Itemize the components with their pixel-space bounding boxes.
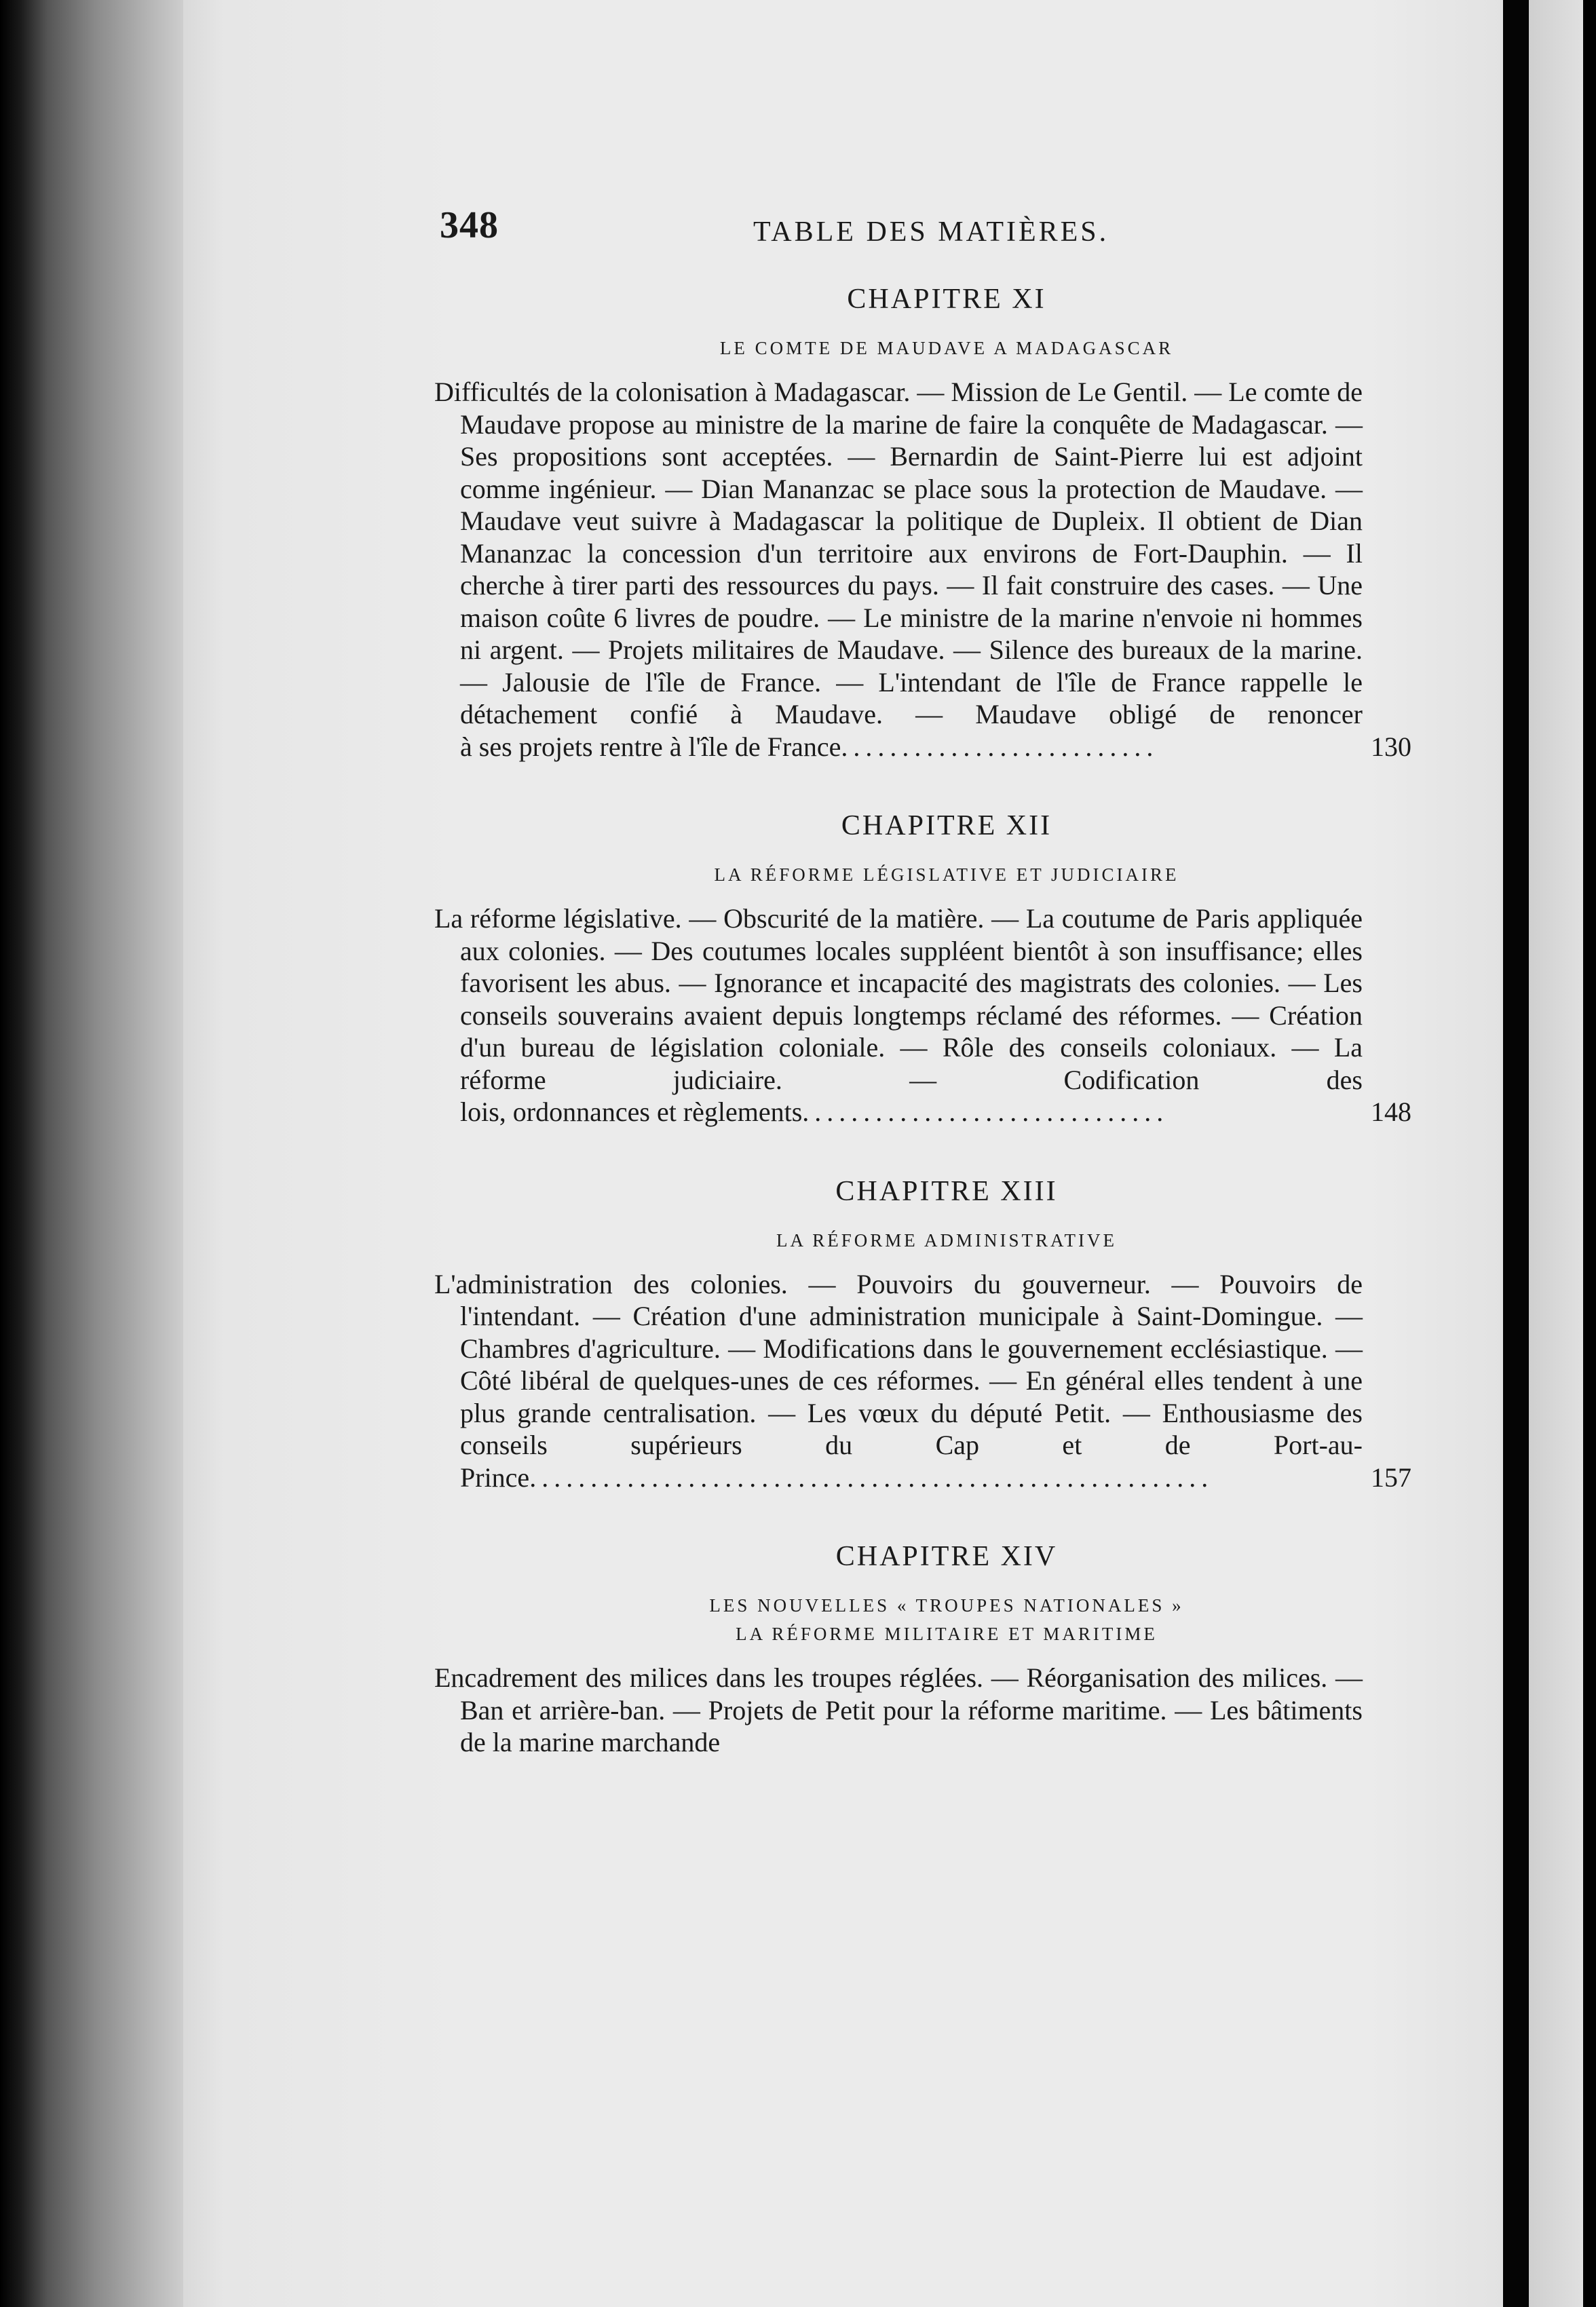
chapter-summary bbox=[434, 1662, 1363, 1759]
chapter-summary-last-line: lois, ordonnances et règlements bbox=[460, 1097, 803, 1127]
dot-leader: ........................................................ bbox=[529, 1462, 1214, 1493]
chapter-summary-text: Encadrement des milices dans les troupes réglées. — Réorganisation des milices. — Ban et arrière-ban. — Projets de Petit pour la réforme maritime. — Les bâtiments de la marine marchande bbox=[434, 1662, 1363, 1757]
page-number: 348 bbox=[440, 204, 499, 246]
chapter-summary-text: Difficultés de la colonisation à Madagascar. — Mission de Le Gentil. — Le comte de Maudave propose au ministre de la marine de faire la conquête de Madagascar. — Ses propositions sont acceptées. — Bernardin de Saint-Pierre lui est adjoint comme ingénieur. — Dian Mananzac se place sous la protection de Maudave. — Maudave veut suivre à Madagascar la politique de Dupleix. Il obtient de Dian Mananzac la concession d'un territoire aux environs de Fort-Dauphin. — Il cherche à tirer parti des ressources du pays. — Il fait construire des cases. — Une maison coûte 6 livres de poudre. — Le ministre de la marine n'envoie ni hommes ni argent. — Projets militaires de Maudave. — Silence des bureaux de la marine. — Jalousie de l'île de France. — L'intendant de l'île de France rappelle le détachement confié à Maudave. — Maudave obligé de renoncer bbox=[434, 377, 1363, 729]
chapter-subtitle-line: LA RÉFORME MILITAIRE ET MARITIME bbox=[736, 1624, 1158, 1644]
chapter-heading: CHAPITRE XIII bbox=[835, 1175, 1058, 1207]
chapter-entry-xiv bbox=[434, 1542, 1411, 1759]
chapter-summary-last-line: Prince bbox=[460, 1462, 530, 1493]
dot-leader: .............................. bbox=[802, 1097, 1169, 1127]
chapter-subtitle-line: LE COMTE DE MAUDAVE A MADAGASCAR bbox=[719, 338, 1174, 358]
scan-border-right bbox=[1583, 0, 1596, 2307]
chapter-entry-xii bbox=[434, 812, 1411, 1128]
chapter-summary-block bbox=[434, 902, 1411, 1128]
chapter-subtitle-line: LA RÉFORME LÉGISLATIVE ET JUDICIAIRE bbox=[714, 864, 1179, 885]
chapter-heading: CHAPITRE XI bbox=[847, 284, 1046, 315]
book-edge-left bbox=[0, 0, 197, 2307]
facing-page-edge bbox=[1529, 0, 1583, 2307]
running-title: TABLE DES MATIÈRES. bbox=[753, 216, 1109, 248]
chapter-subtitle bbox=[434, 1591, 1411, 1648]
chapter-summary-text: L'administration des colonies. — Pouvoirs du gouverneur. — Pouvoirs de l'intendant. — Création d'une administration municipale à Saint-Domingue. — Chambres d'agriculture. — Modifications dans le gouvernement ecclésiastique. — Côté libéral de quelques-unes de ces réformes. — En général elles tendent à une plus grande centralisation. — Les vœux du député Petit. — Enthousiasme des conseils supérieurs du Cap et de Port-au- bbox=[434, 1268, 1363, 1460]
chapter-entry-xi bbox=[434, 285, 1411, 763]
chapter-entry-xiii bbox=[434, 1177, 1411, 1494]
chapter-heading: CHAPITRE XII bbox=[841, 810, 1052, 841]
chapter-summary-last-line: à ses projets rentre à l'île de France bbox=[460, 731, 841, 762]
chapter-summary bbox=[434, 902, 1363, 1128]
page-reference: 130 bbox=[1371, 731, 1411, 762]
chapter-summary-block bbox=[434, 376, 1411, 763]
chapter-subtitle bbox=[434, 860, 1411, 889]
chapter-summary bbox=[434, 376, 1363, 763]
page-reference: 157 bbox=[1371, 1462, 1411, 1493]
chapter-summary-text: La réforme législative. — Obscurité de la matière. — La coutume de Paris appliquée aux colonies. — Des coutumes locales suppléent bientôt à son insuffisance; elles favorisent les abus. — Ignorance et incapacité des magistrats des colonies. — Les conseils souverains avaient depuis longtemps réclamé des réformes. — Création d'un bureau de législation coloniale. — Rôle des conseils coloniaux. — La réforme judiciaire. — Codification des bbox=[434, 903, 1363, 1095]
chapter-summary-block bbox=[434, 1268, 1411, 1494]
chapter-subtitle-line: LES NOUVELLES « TROUPES NATIONALES » bbox=[709, 1595, 1184, 1616]
chapter-summary-block bbox=[434, 1662, 1411, 1759]
chapter-subtitle bbox=[434, 334, 1411, 362]
chapter-subtitle-line: LA RÉFORME ADMINISTRATIVE bbox=[776, 1229, 1118, 1251]
dot-leader: .......................... bbox=[841, 731, 1159, 762]
chapter-summary bbox=[434, 1268, 1363, 1494]
chapter-subtitle bbox=[434, 1226, 1411, 1255]
page-gutter bbox=[1503, 0, 1529, 2307]
table-of-contents bbox=[434, 285, 1411, 1759]
chapter-heading: CHAPITRE XIV bbox=[835, 1541, 1058, 1572]
page-reference: 148 bbox=[1371, 1097, 1411, 1127]
